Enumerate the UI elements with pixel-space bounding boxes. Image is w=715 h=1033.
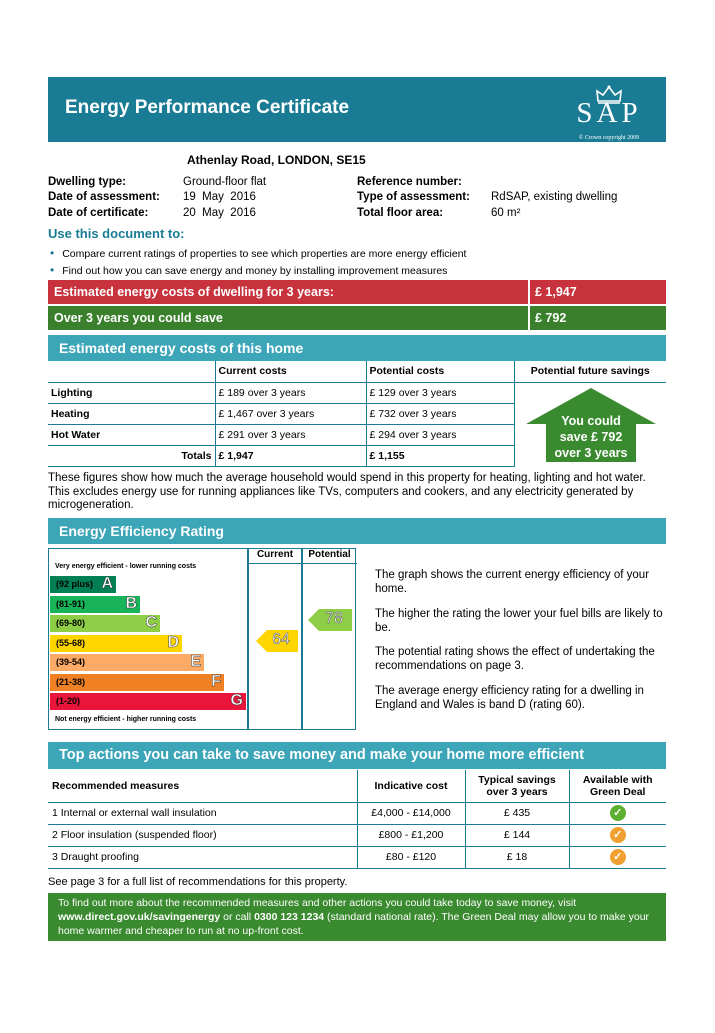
eer-section-heading — [48, 518, 666, 544]
col-indicative-cost: Indicative cost — [357, 770, 465, 802]
assessment-date-label: Date of assessment: — [48, 191, 160, 203]
divider — [301, 548, 303, 730]
eer-band-a — [50, 576, 116, 593]
actions-section-title: Top actions you can take to save money and make your home more efficient — [59, 747, 585, 763]
footer-phone: 0300 123 1234 — [254, 911, 325, 923]
row-label: Lighting — [48, 382, 215, 403]
reference-label: Reference number: — [357, 176, 462, 188]
eer-col-current: Current — [256, 549, 294, 560]
certificate-date-value: 20 May 2016 — [183, 207, 256, 219]
green-deal-cell — [569, 802, 666, 824]
col-current-costs: Current costs — [215, 361, 366, 382]
col-green-deal: Available with Green Deal — [569, 770, 666, 802]
row-label: Hot Water — [48, 424, 215, 445]
eer-band-f — [50, 674, 224, 691]
cell-potential: £ 732 over 3 years — [366, 403, 514, 424]
eer-col-potential: Potential — [308, 549, 351, 560]
footer-info-box — [48, 893, 666, 941]
dwelling-type-label: Dwelling type: — [48, 176, 126, 188]
eer-band-letter: A — [101, 575, 113, 592]
current-rating-value: 64 — [272, 631, 290, 648]
certificate-date-row — [48, 207, 148, 219]
table-row — [48, 824, 666, 846]
assessment-type-row — [357, 191, 470, 203]
table-row — [48, 802, 666, 824]
check-icon: ✓ — [610, 805, 626, 821]
measure-name: 3 Draught proofing — [48, 846, 357, 868]
page-title: Energy Performance Certificate — [65, 97, 350, 118]
savings-callout — [526, 413, 656, 461]
divider — [247, 548, 249, 730]
eer-band-range: (39-54) — [56, 657, 86, 667]
savings-value: £ 792 — [535, 311, 567, 325]
cell-current: £ 189 over 3 years — [215, 382, 366, 403]
cell-potential: £ 129 over 3 years — [366, 382, 514, 403]
see-page-note: See page 3 for a full list of recommendations for this property. — [48, 876, 348, 888]
col-potential-costs: Potential costs — [366, 361, 514, 382]
floor-area-row — [357, 207, 443, 219]
eer-section-title: Energy Efficiency Rating — [59, 523, 224, 539]
eer-band-letter: F — [211, 672, 221, 690]
sap-logo-text: SAP — [576, 97, 642, 129]
measure-name: 1 Internal or external wall insulation — [48, 802, 357, 824]
col-typical-savings: Typical savings over 3 years — [465, 770, 569, 802]
savings-callout-line: over 3 years — [554, 446, 628, 460]
eer-band-e — [50, 654, 204, 671]
use-document-list — [50, 246, 466, 280]
dwelling-type-value: Ground-floor flat — [183, 176, 267, 188]
measure-cost: £4,000 - £14,000 — [357, 802, 465, 824]
list-item: • Find out how you can save energy and money by installing improvement measures — [50, 263, 466, 277]
savings-callout-line: You could — [561, 414, 621, 428]
measure-cost: £800 - £1,200 — [357, 824, 465, 846]
eer-band-range: (92 plus) — [56, 579, 94, 589]
footer-text: To find out more about the recommended measures and other actions you could take today to save money, visit — [58, 897, 577, 909]
eer-chart — [48, 548, 358, 730]
costs-section-title: Estimated energy costs of this home — [59, 340, 304, 356]
assessment-type-value: RdSAP, existing dwelling — [491, 191, 618, 203]
eer-band-letter: G — [230, 692, 243, 709]
list-item: • Compare current ratings of properties to see which properties are more energy efficient — [50, 246, 466, 260]
eer-description: The average energy efficiency rating for a dwelling in England and Wales is band D (rating 60). — [375, 685, 644, 711]
table-row — [48, 846, 666, 868]
col-future-savings: Potential future savings — [514, 361, 666, 382]
eer-description: The graph shows the current energy efficiency of your home. — [375, 569, 650, 595]
sap-logo — [568, 85, 650, 141]
check-icon: ✓ — [610, 827, 626, 843]
copyright-text: © Crown copyright 2009 — [578, 135, 640, 141]
reference-row — [357, 176, 462, 188]
use-document-heading: Use this document to: — [48, 226, 185, 241]
savings-label: Over 3 years you could save — [54, 311, 223, 325]
potential-rating-value: 78 — [325, 610, 343, 627]
eer-band-range: (69-80) — [56, 618, 86, 628]
divider — [528, 306, 530, 330]
estimated-cost-bar — [48, 280, 666, 304]
measure-name: 2 Floor insulation (suspended floor) — [48, 824, 357, 846]
eer-bottom-label: Not energy efficient - higher running costs — [55, 716, 197, 723]
eer-description: The higher the rating the lower your fuel bills are likely to be. — [375, 608, 663, 634]
costs-note: These figures show how much the average household would spend in this property for heating, lighting and hot water. This excludes energy use for running appliances like TVs, computers and cookers, and any electricity generated by microgeneration. — [48, 472, 646, 511]
eer-band-letter: C — [145, 614, 157, 631]
measure-cost: £80 - £120 — [357, 846, 465, 868]
savings-bar — [48, 306, 666, 330]
divider — [528, 280, 530, 304]
eer-band-d — [50, 635, 182, 652]
savings-callout-line: save £ 792 — [559, 430, 623, 444]
cell-current: £ 291 over 3 years — [215, 424, 366, 445]
green-deal-cell — [569, 846, 666, 868]
footer-text: or call — [220, 911, 255, 923]
eer-band-c — [50, 615, 160, 632]
floor-area-value: 60 m² — [491, 207, 521, 219]
footer-url-link[interactable]: www.direct.gov.uk/savingenergy — [58, 911, 221, 923]
actions-section-heading — [48, 742, 666, 769]
measure-savings: £ 435 — [465, 802, 569, 824]
eer-band-letter: B — [125, 594, 137, 612]
check-icon: ✓ — [610, 849, 626, 865]
cell-current: £ 1,467 over 3 years — [215, 403, 366, 424]
divider — [247, 563, 357, 564]
eer-band-g — [50, 693, 246, 710]
cell-potential: £ 294 over 3 years — [366, 424, 514, 445]
totals-label: Totals — [48, 445, 215, 466]
eer-band-letter: E — [190, 653, 201, 670]
floor-area-label: Total floor area: — [357, 207, 444, 219]
certificate-date-label: Date of certificate: — [48, 207, 149, 219]
assessment-type-label: Type of assessment: — [357, 191, 470, 203]
measure-savings: £ 18 — [465, 846, 569, 868]
totals-potential: £ 1,155 — [366, 445, 514, 466]
property-address: Athenlay Road, LONDON, SE15 — [187, 153, 366, 167]
assessment-date-value: 19 May 2016 — [183, 191, 256, 203]
eer-band-range: (55-68) — [56, 637, 86, 648]
totals-current: £ 1,947 — [215, 445, 366, 466]
eer-band-b — [50, 596, 140, 613]
footer-text: (standard national rate). The Green Deal may allow you to make your home warmer and cheaper to run at no up-front cost. — [58, 911, 650, 937]
eer-top-label: Very energy efficient - lower running costs — [55, 563, 197, 570]
estimated-cost-label: Estimated energy costs of dwelling for 3 years: — [54, 285, 334, 299]
table-header-empty — [48, 361, 215, 382]
eer-description: The potential rating shows the effect of undertaking the recommendations on page 3. — [375, 646, 655, 672]
measure-savings: £ 144 — [465, 824, 569, 846]
certificate-header — [48, 77, 666, 142]
costs-section-heading — [48, 335, 666, 361]
estimated-cost-value: £ 1,947 — [535, 285, 577, 299]
dwelling-type-row — [48, 176, 126, 188]
eer-band-range: (81-91) — [56, 598, 86, 609]
row-label: Heating — [48, 403, 215, 424]
eer-band-range: (21-38) — [56, 676, 86, 687]
actions-table — [48, 770, 666, 869]
col-recommended-measures: Recommended measures — [48, 770, 357, 802]
assessment-date-row — [48, 191, 160, 203]
green-deal-cell — [569, 824, 666, 846]
eer-band-range: (1-20) — [56, 696, 81, 706]
eer-band-letter: D — [167, 633, 179, 651]
